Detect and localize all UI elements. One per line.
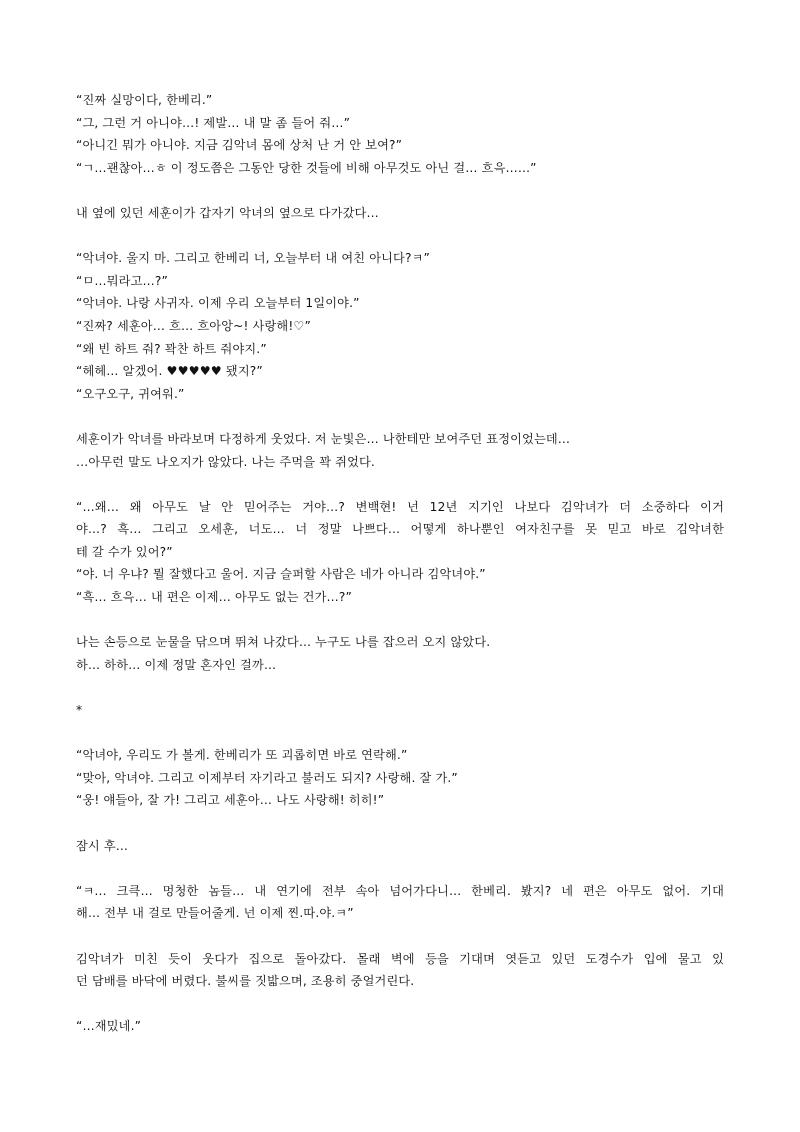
text-line: 세훈이가 악녀를 바라보며 다정하게 웃었다. 저 눈빛은… 나한테만 보여주던 표정이었는데… <box>76 431 571 446</box>
text-line: “야. 너 우냐? 뭘 잘했다고 울어. 지금 슬퍼할 사람은 네가 아니라 김악녀야.” <box>76 567 486 582</box>
blank-line <box>76 225 724 248</box>
text-line: “아니긴 뭐가 아니야. 지금 김악녀 몸에 상처 난 거 안 보여?” <box>76 138 403 153</box>
blank-line <box>76 993 724 1016</box>
blank-line <box>76 405 724 428</box>
text-line: “웅! 얘들아, 잘 가! 그리고 세훈아… 나도 사랑해! 히히!” <box>76 793 385 808</box>
text-line: “헤헤… 알겠어. ♥♥♥♥♥ 됐지?” <box>76 364 263 379</box>
text-line: “맞아, 악녀야. 그리고 이제부터 자기라고 불러도 되지? 사랑해. 잘 가.” <box>76 770 458 785</box>
blank-line <box>76 179 724 202</box>
text-line: “그, 그런 거 아니야…! 제발… 내 말 좀 들어 줘…” <box>76 115 351 130</box>
text-line: “ㅋ… 크큭… 멍청한 놈들… 내 연기에 전부 속아 넘어가다니… 한베리. 봤지? 네 편은 아무도 없어. 기대 <box>76 883 724 898</box>
text-line: “악녀야. 울지 마. 그리고 한베리 너, 오늘부터 내 여친 아니다?ㅋ” <box>76 251 430 266</box>
text-line: 잠시 후… <box>76 838 129 853</box>
text-line: 나는 손등으로 눈물을 닦으며 뛰쳐 나갔다… 누구도 나를 잡으러 오지 않았다. <box>76 635 491 650</box>
text-line: 하… 하하… 이제 정말 혼자인 걸까… <box>76 657 277 672</box>
blank-line <box>76 857 724 880</box>
text-line: “왜 빈 하트 줘? 꽉찬 하트 줘야지.” <box>76 341 267 356</box>
text-line: “…왜… 왜 아무도 날 안 믿어주는 거야…? 변백현! 넌 12년 지기인 나보다 김악녀가 더 소중하다 이거 <box>76 499 724 514</box>
blank-line <box>76 676 724 699</box>
text-line: “진짜 실망이다, 한베리.” <box>76 93 213 107</box>
blank-line <box>76 609 724 632</box>
document-body <box>76 89 724 1038</box>
blank-line <box>76 473 724 496</box>
text-line: “악녀야. 나랑 사귀자. 이제 우리 오늘부터 1일이야.” <box>76 296 360 311</box>
text-line: 야…? 흑… 그리고 오세훈, 너도… 너 정말 나쁘다… 어떻게 하나뿐인 여자친구를 못 믿고 바로 김악녀한 <box>76 522 724 537</box>
text-line: “ㄱ…괜찮아…ㅎ 이 정도쯤은 그동안 당한 것들에 비해 아무것도 아닌 걸… 흐윽……” <box>76 160 537 175</box>
text-line: “악녀야, 우리도 가 볼게. 한베리가 또 괴롭히면 바로 연락해.” <box>76 748 408 763</box>
text-line: 던 담배를 바닥에 버렸다. 불씨를 짓밟으며, 조용히 중얼거린다. <box>76 974 415 989</box>
text-line: …아무런 말도 나오지가 않았다. 나는 주먹을 꽉 쥐었다. <box>76 454 375 469</box>
text-line: 해… 전부 내 걸로 만들어줄게. 넌 이제 찐.따.야.ㅋ” <box>76 906 354 921</box>
text-line: “ㅁ…뭐라고…?” <box>76 273 168 288</box>
blank-line <box>76 722 724 745</box>
blank-line <box>76 925 724 948</box>
text-line: “진짜? 세훈아… 흐… 흐아앙~! 사랑해!♡” <box>76 318 311 333</box>
blank-line <box>76 812 724 835</box>
text-line: 김악녀가 미친 듯이 웃다가 집으로 돌아갔다. 몰래 벽에 등을 기대며 엿듣고 있던 도경수가 입에 물고 있 <box>76 951 724 966</box>
text-line: 내 옆에 있던 세훈이가 갑자기 악녀의 옆으로 다가갔다… <box>76 205 379 220</box>
text-line: “흑… 흐윽… 내 편은 이제… 아무도 없는 건가…?” <box>76 590 352 605</box>
text-line: “오구오구, 귀여워.” <box>76 386 185 401</box>
text-line: 테 갈 수가 있어?” <box>76 544 173 559</box>
text-line: * <box>76 703 83 718</box>
text-line: “…재밌네.” <box>76 1019 142 1034</box>
